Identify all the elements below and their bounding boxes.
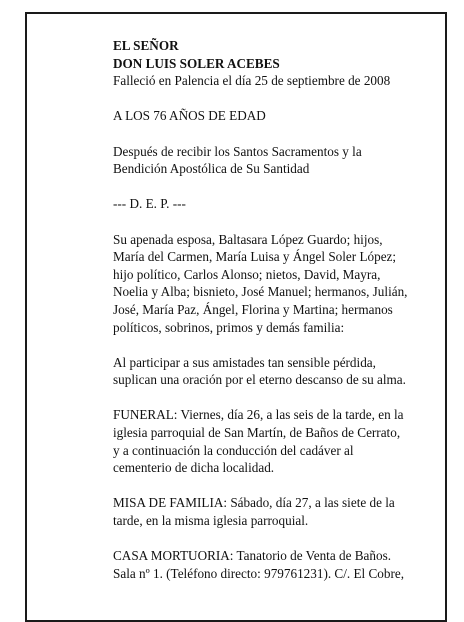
- funeral-line: iglesia parroquial de San Martín, de Baños de Cerrato,: [113, 425, 401, 441]
- misa-line: MISA DE FAMILIA: Sábado, día 27, a las siete de la: [113, 495, 395, 511]
- age-line: A LOS 76 AÑOS DE EDAD: [113, 108, 266, 124]
- family-line: Su apenada esposa, Baltasara López Guardo; hijos,: [113, 231, 383, 247]
- misa-line: tarde, en la misma iglesia parroquial.: [113, 513, 309, 529]
- family-line: Noelia y Alba; bisnieto, José Manuel; hermanos, Julián,: [113, 284, 408, 300]
- funeral-line: cementerio de dicha localidad.: [113, 460, 275, 476]
- family-line: José, María Paz, Ángel, Florina y Martina; hermanos: [113, 301, 393, 317]
- funeral-line: FUNERAL: Viernes, día 26, a las seis de la tarde, en la: [113, 407, 404, 423]
- sacraments-line: Después de recibir los Santos Sacramentos y la: [113, 143, 362, 159]
- family-line: políticos, sobrinos, primos y demás familia:: [113, 319, 345, 335]
- deceased-name: DON LUIS SOLER ACEBES: [113, 55, 280, 71]
- dep-line: --- D. E. P. ---: [113, 196, 186, 212]
- family-line: hijo político, Carlos Alonso; nietos, David, Mayra,: [113, 266, 381, 282]
- prayer-line: Al participar a sus amistades tan sensible pérdida,: [113, 354, 376, 370]
- casa-mortuoria-line: CASA MORTUORIA: Tanatorio de Venta de Baños.: [113, 548, 392, 564]
- casa-mortuoria-line: Sala nº 1. (Teléfono directo: 979761231). C/. El Cobre,: [113, 565, 405, 581]
- sacraments-line: Bendición Apostólica de Su Santidad: [113, 161, 310, 177]
- family-line: María del Carmen, María Luisa y Ángel Soler López;: [113, 249, 397, 265]
- funeral-line: y a continuación la conducción del cadáver al: [113, 442, 354, 458]
- death-date-line: Falleció en Palencia el día 25 de septiembre de 2008: [113, 73, 391, 89]
- prayer-line: suplican una oración por el eterno descanso de su alma.: [113, 372, 406, 388]
- obituary-notice: [113, 37, 413, 582]
- deceased-title: EL SEÑOR: [113, 38, 179, 53]
